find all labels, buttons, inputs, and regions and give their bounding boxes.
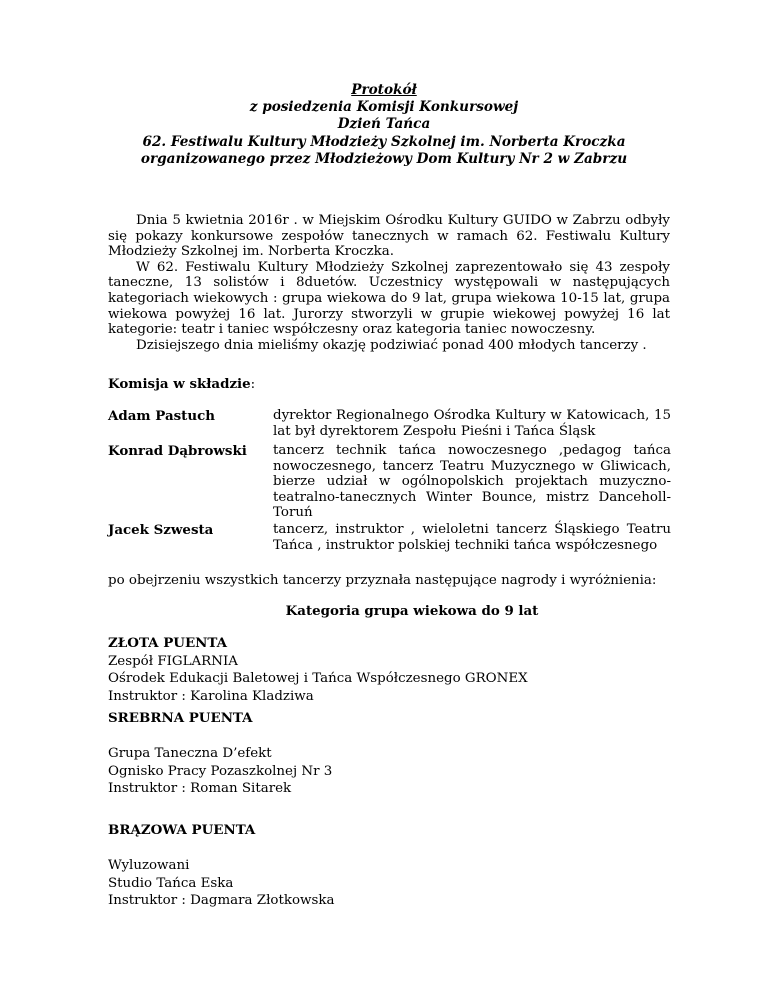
award-silver — [108, 710, 332, 798]
member-name-3: Jacek Szwesta — [108, 522, 214, 538]
member-desc-1: dyrektor Regionalnego Ośrodka Kultury w Katowicach, 15 lat był dyrektorem Zespołu Pieśni i Tańca Śląsk — [273, 408, 671, 439]
intro-paragraph-2: W 62. Festiwalu Kultury Młodzieży Szkolnej zaprezentowało się 43 zespoły taneczne, 13 solistów i 8duetów. Uczestnicy występowali w następujących kategoriach wiekowych : grupa wiekowa do 9 lat, grupa wiekowa 10-15 lat, grupa wiekowa powyżej 16 lat. Jurorzy stworzyli w grupie wiekowej powyżej 16 lat kategorie: teatr i taniec współczesny oraz kategoria taniec nowoczesny. — [108, 259, 670, 338]
commission-heading-text: Komisja w składzie — [108, 376, 251, 392]
protocol-title: Protokół — [351, 82, 417, 98]
document-header — [0, 82, 768, 168]
award-instructor: Instruktor : Roman Sitarek — [108, 781, 292, 797]
award-instructor: Instruktor : Dagmara Złotkowska — [108, 893, 335, 909]
award-group: Grupa Taneczna D’efekt — [108, 746, 272, 762]
awards-summary: po obejrzeniu wszystkich tancerzy przyznała następujące nagrody i wyróżnienia: — [108, 573, 657, 588]
award-gold — [108, 635, 528, 705]
award-bronze — [108, 822, 334, 910]
commission-heading-colon: : — [250, 377, 256, 392]
award-instructor: Instruktor : Karolina Kladziwa — [108, 688, 314, 704]
intro-section — [108, 213, 670, 353]
intro-paragraph-3: Dzisiejszego dnia mieliśmy okazję podziwiać ponad 400 młodych tancerzy . — [136, 337, 647, 353]
award-institution: Ośrodek Edukacji Baletowej i Tańca Współczesnego GRONEX — [108, 671, 528, 687]
intro-paragraph-1: Dnia 5 kwietnia 2016r . w Miejskim Ośrodku Kultury GUIDO w Zabrzu odbyły się pokazy konkursowe zespołów tanecznych w ramach 62. Festiwalu Kultury Młodzieży Szkolnej im. Norberta Kroczka. — [108, 213, 670, 260]
award-group: Wyluzowani — [108, 858, 190, 874]
award-group: Zespół FIGLARNIA — [108, 653, 238, 669]
award-title: SREBRNA PUENTA — [108, 710, 253, 726]
award-institution: Ognisko Pracy Pozaszkolnej Nr 3 — [108, 763, 333, 779]
category-heading: Kategoria grupa wiekowa do 9 lat — [285, 603, 539, 619]
organizer-line: organizowanego przez Młodzieżowy Dom Kultury Nr 2 w Zabrzu — [140, 150, 628, 167]
festival-name: 62. Festiwalu Kultury Młodzieży Szkolnej im. Norberta Kroczka — [142, 133, 626, 150]
award-institution: Studio Tańca Eska — [108, 875, 234, 891]
commission-heading — [108, 376, 255, 392]
protocol-subtitle: z posiedzenia Komisji Konkursowej — [249, 99, 519, 116]
member-desc-2: tancerz technik tańca nowoczesnego ,pedagog tańca nowoczesnego, tancerz Teatru Muzycznego w Gliwicach, bierze udział w ogólnopolskich projektach muzyczno-teatralno-tanecznych Winter Bounce, mistrz Danceholl-Toruń — [273, 443, 671, 521]
award-title: ZŁOTA PUENTA — [108, 635, 228, 651]
award-title: BRĄZOWA PUENTA — [108, 822, 256, 838]
member-desc-3: tancerz, instruktor , wieloletni tancerz Śląskiego Teatru Tańca , instruktor polskiej techniki tańca współczesnego — [273, 522, 671, 553]
event-name: Dzień Tańca — [337, 116, 431, 133]
member-name-1: Adam Pastuch — [108, 408, 215, 424]
member-name-2: Konrad Dąbrowski — [108, 443, 247, 459]
